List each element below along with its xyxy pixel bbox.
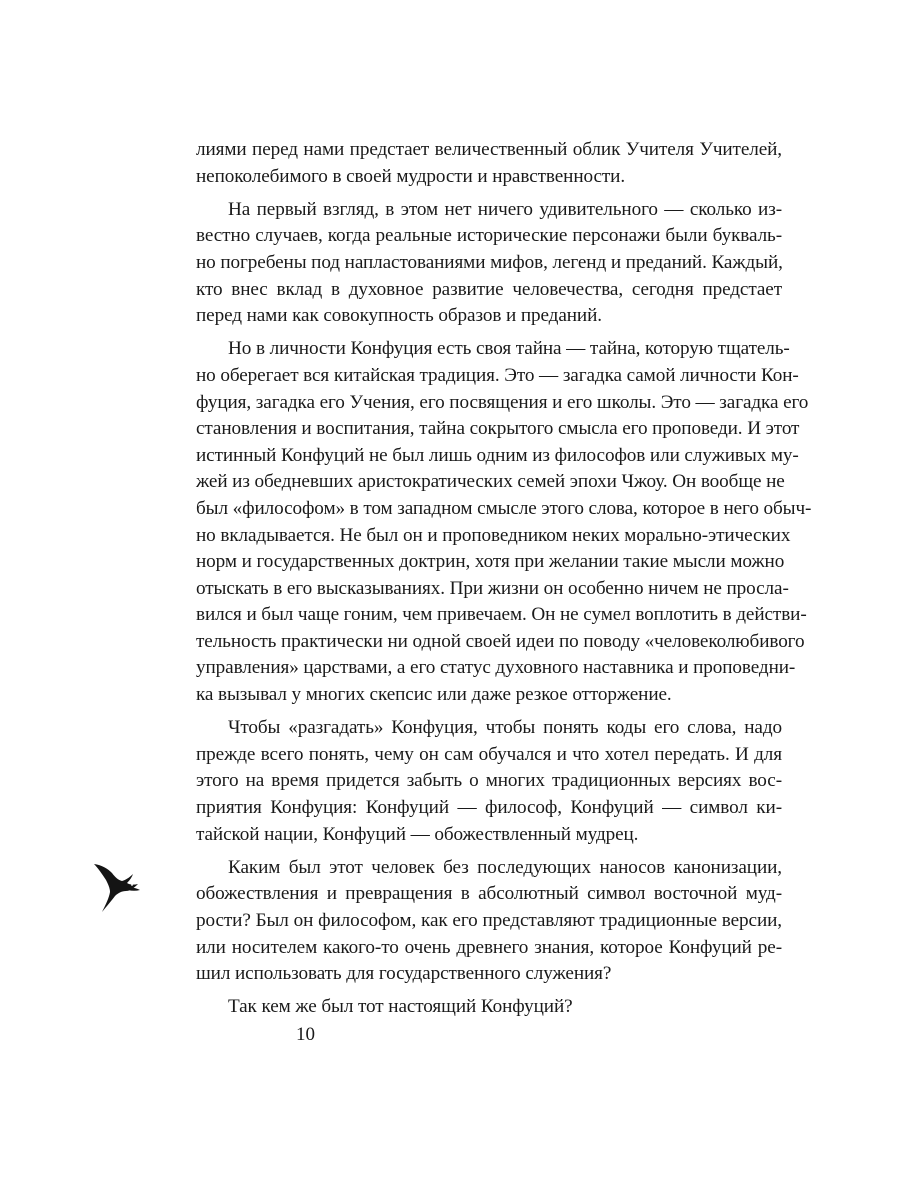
text-line: прежде всего понять, чему он сам обучался и что хотел передать. И для bbox=[196, 743, 782, 765]
text-line: но погребены под напластованиями мифов, легенд и преданий. Каждый, bbox=[196, 251, 783, 273]
text-line: Но в личности Конфуция есть своя тайна — тайна, которую тщатель- bbox=[228, 338, 790, 360]
paragraph-gap bbox=[196, 330, 782, 337]
text-line: истинный Конфуций не был лишь одним из философов или служивых му- bbox=[196, 444, 799, 466]
text-line: перед нами как совокупность образов и преданий. bbox=[196, 305, 602, 327]
bird-icon bbox=[88, 858, 144, 914]
paragraph bbox=[196, 715, 782, 848]
text-line: или носителем какого-то очень древнего знания, которое Конфуций ре- bbox=[196, 936, 782, 958]
text-line: Каким был этот человек без последующих наносов канонизации, bbox=[228, 856, 782, 878]
text-line: обожествления и превращения в абсолютный символ восточной муд- bbox=[196, 883, 782, 905]
text-line: становления и воспитания, тайна сокрытого смысла его проповеди. И этот bbox=[196, 418, 800, 440]
text-line: рости? Был он философом, как его представляют традиционные версии, bbox=[196, 910, 782, 931]
paragraph-gap bbox=[196, 848, 782, 855]
text-line: ка вызывал у многих скепсис или даже резкое отторжение. bbox=[196, 684, 672, 706]
paragraph bbox=[196, 197, 782, 330]
page-number: 10 bbox=[296, 1024, 315, 1045]
text-line: был «философом» в том западном смысле этого слова, которое в него обыч- bbox=[196, 497, 812, 519]
text-line: тельность практически ни одной своей идеи по поводу «человеколюбивого bbox=[196, 630, 805, 652]
text-line: шил использовать для государственного служения? bbox=[196, 963, 612, 985]
text-line: тайской нации, Конфуций — обожествленный мудрец. bbox=[196, 823, 639, 845]
text-line: Так кем же был тот настоящий Конфуций? bbox=[228, 996, 573, 1018]
paragraph bbox=[196, 855, 782, 988]
text-line: но оберегает вся китайская традиция. Это — загадка самой личности Кон- bbox=[196, 364, 799, 386]
text-line: непоколебимого в своей мудрости и нравственности. bbox=[196, 165, 626, 187]
paragraph-gap bbox=[196, 709, 782, 716]
text-line: фуция, загадка его Учения, его посвящения и его школы. Это — загадка его bbox=[196, 391, 809, 413]
paragraph-gap bbox=[196, 988, 782, 995]
text-line: вился и был чаще гоним, чем привечаем. Он не сумел воплотить в действи- bbox=[196, 604, 807, 626]
text-line: лиями перед нами предстает величественный облик Учителя Учителей, bbox=[196, 139, 782, 160]
paragraph-gap bbox=[196, 190, 782, 197]
text-line: норм и государственных доктрин, хотя при желании такие мысли можно bbox=[196, 551, 785, 573]
text-line: кто внес вклад в духовное развитие человечества, сегодня предстает bbox=[196, 278, 782, 300]
text-line: отыскать в его высказываниях. При жизни он особенно ничем не просла- bbox=[196, 577, 789, 599]
paragraph bbox=[196, 336, 812, 708]
text-line: Чтобы «разгадать» Конфуция, чтобы понять коды его слова, надо bbox=[228, 717, 782, 739]
text-line: управления» царствами, а его статус духовного наставника и проповедни- bbox=[196, 657, 796, 679]
paragraph bbox=[196, 137, 782, 190]
text-line: На первый взгляд, в этом нет ничего удивительного — сколько из- bbox=[228, 198, 782, 220]
paragraph bbox=[196, 994, 782, 1021]
text-line: этого на время придется забыть о многих традиционных версиях вос- bbox=[196, 770, 782, 792]
body-text bbox=[196, 137, 812, 1021]
text-line: жей из обедневших аристократических семей эпохи Чжоу. Он вообще не bbox=[196, 471, 785, 493]
text-line: но вкладывается. Не был он и проповедником неких морально-этических bbox=[196, 524, 791, 546]
text-line: вестно случаев, когда реальные исторические персонажи были букваль- bbox=[196, 225, 782, 247]
text-line: приятия Конфуция: Конфуций — философ, Конфуций — символ ки- bbox=[196, 797, 782, 819]
